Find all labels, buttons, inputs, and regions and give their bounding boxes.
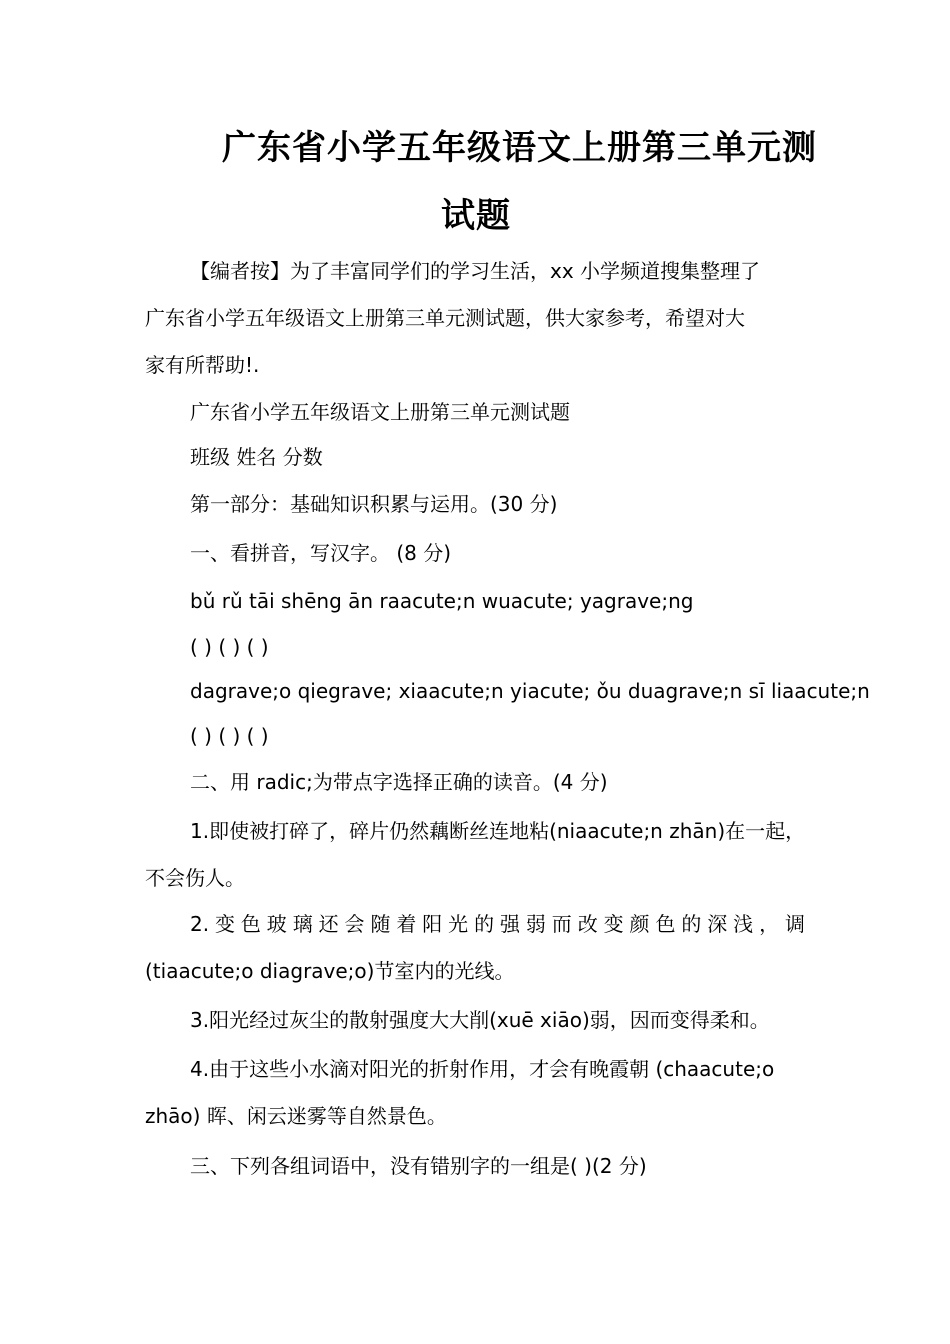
question-1-line-2: 不会伤人。 (145, 866, 245, 890)
question-4-line-2: zhāo) 晖、闲云迷雾等自然景色。 (145, 1104, 447, 1128)
intro-line-1: 【编者按】为了丰富同学们的学习生活，xx 小学频道搜集整理了 (190, 259, 761, 283)
question-2-line-1: 2.变色玻璃还会随着阳光的强弱而改变颜色的深浅，调 (190, 912, 805, 936)
pinyin-row-1: bǔ rǔ tāi shēng ān raacute;n wuacute; yagrave;ng (190, 589, 694, 613)
question-4-line-1: 4.由于这些小水滴对阳光的折射作用，才会有晚霞朝 (chaacute;o (190, 1057, 775, 1081)
answer-brackets-row-1: ( ) ( ) ( ) (190, 635, 269, 659)
section-heading-3: 三、下列各组词语中，没有错别字的一组是( )(2 分) (190, 1154, 647, 1178)
intro-line-2: 广东省小学五年级语文上册第三单元测试题，供大家参考，希望对大 (145, 306, 745, 330)
part-heading: 第一部分：基础知识积累与运用。(30 分) (190, 492, 558, 516)
page-title-line-2: 试题 (441, 196, 511, 236)
intro-line-3: 家有所帮助!. (145, 353, 260, 377)
question-3: 3.阳光经过灰尘的散射强度大大削(xuē xiāo)弱，因而变得柔和。 (190, 1008, 770, 1032)
pinyin-row-2: dagrave;o qiegrave; xiaacute;n yiacute; ǒu duagrave;n sī liaacute;n (190, 679, 870, 703)
question-2-line-2: (tiaacute;o diagrave;o)节室内的光线。 (145, 959, 515, 983)
doc-subtitle: 广东省小学五年级语文上册第三单元测试题 (190, 400, 570, 424)
answer-brackets-row-2: ( ) ( ) ( ) (190, 724, 269, 748)
section-heading-1: 一、看拼音，写汉字。 (8 分) (190, 541, 452, 565)
section-heading-2: 二、用 radic;为带点字选择正确的读音。(4 分) (190, 770, 608, 794)
question-1-line-1: 1.即使被打碎了，碎片仍然藕断丝连地粘(niaacute;n zhān)在一起， (190, 819, 806, 843)
class-info: 班级 姓名 分数 (190, 445, 323, 469)
page-title-line-1: 广东省小学五年级语文上册第三单元测 (222, 128, 817, 168)
